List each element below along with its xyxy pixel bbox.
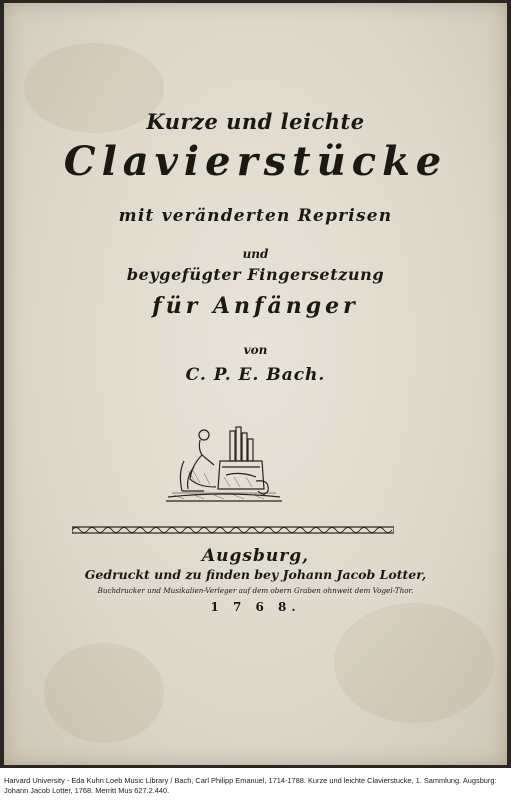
keyboard-player-vignette bbox=[164, 421, 284, 505]
title-conjunction: und bbox=[242, 247, 269, 261]
ornamental-rule bbox=[72, 523, 394, 537]
library-caption: Harvard University - Eda Kuhn Loeb Music Library / Bach, Carl Philipp Emanuel, 1714-1788. Kurze und leichte Clavierstucke, 1. Sammlung. Augsburg: Johann Jacob Lotter, 1768. Merritt Mus 627.2.440. bbox=[4, 776, 497, 795]
subtitle: mit veränderten Reprisen bbox=[118, 206, 393, 226]
imprint-place: Augsburg, bbox=[201, 546, 309, 566]
paper-stain bbox=[334, 603, 494, 723]
subtitle-fingering: beygefügter Fingersetzung bbox=[126, 265, 385, 284]
imprint-printer: Gedruckt und zu finden bey Johann Jacob Lotter, bbox=[84, 567, 427, 582]
title-page bbox=[4, 3, 507, 765]
main-title: Clavierstücke bbox=[63, 138, 448, 185]
by-line: von bbox=[243, 343, 268, 357]
audience-line: für Anfänger bbox=[152, 293, 359, 319]
title-line-1: Kurze und leichte bbox=[146, 109, 365, 134]
imprint-year: 1 7 6 8. bbox=[210, 600, 301, 614]
imprint-address: Buchdrucker und Musikalien-Verleger auf dem obern Graben ohnweit dem Vogel-Thor. bbox=[97, 586, 414, 595]
composer-name: C. P. E. Bach. bbox=[185, 365, 326, 385]
paper-stain bbox=[44, 643, 164, 743]
